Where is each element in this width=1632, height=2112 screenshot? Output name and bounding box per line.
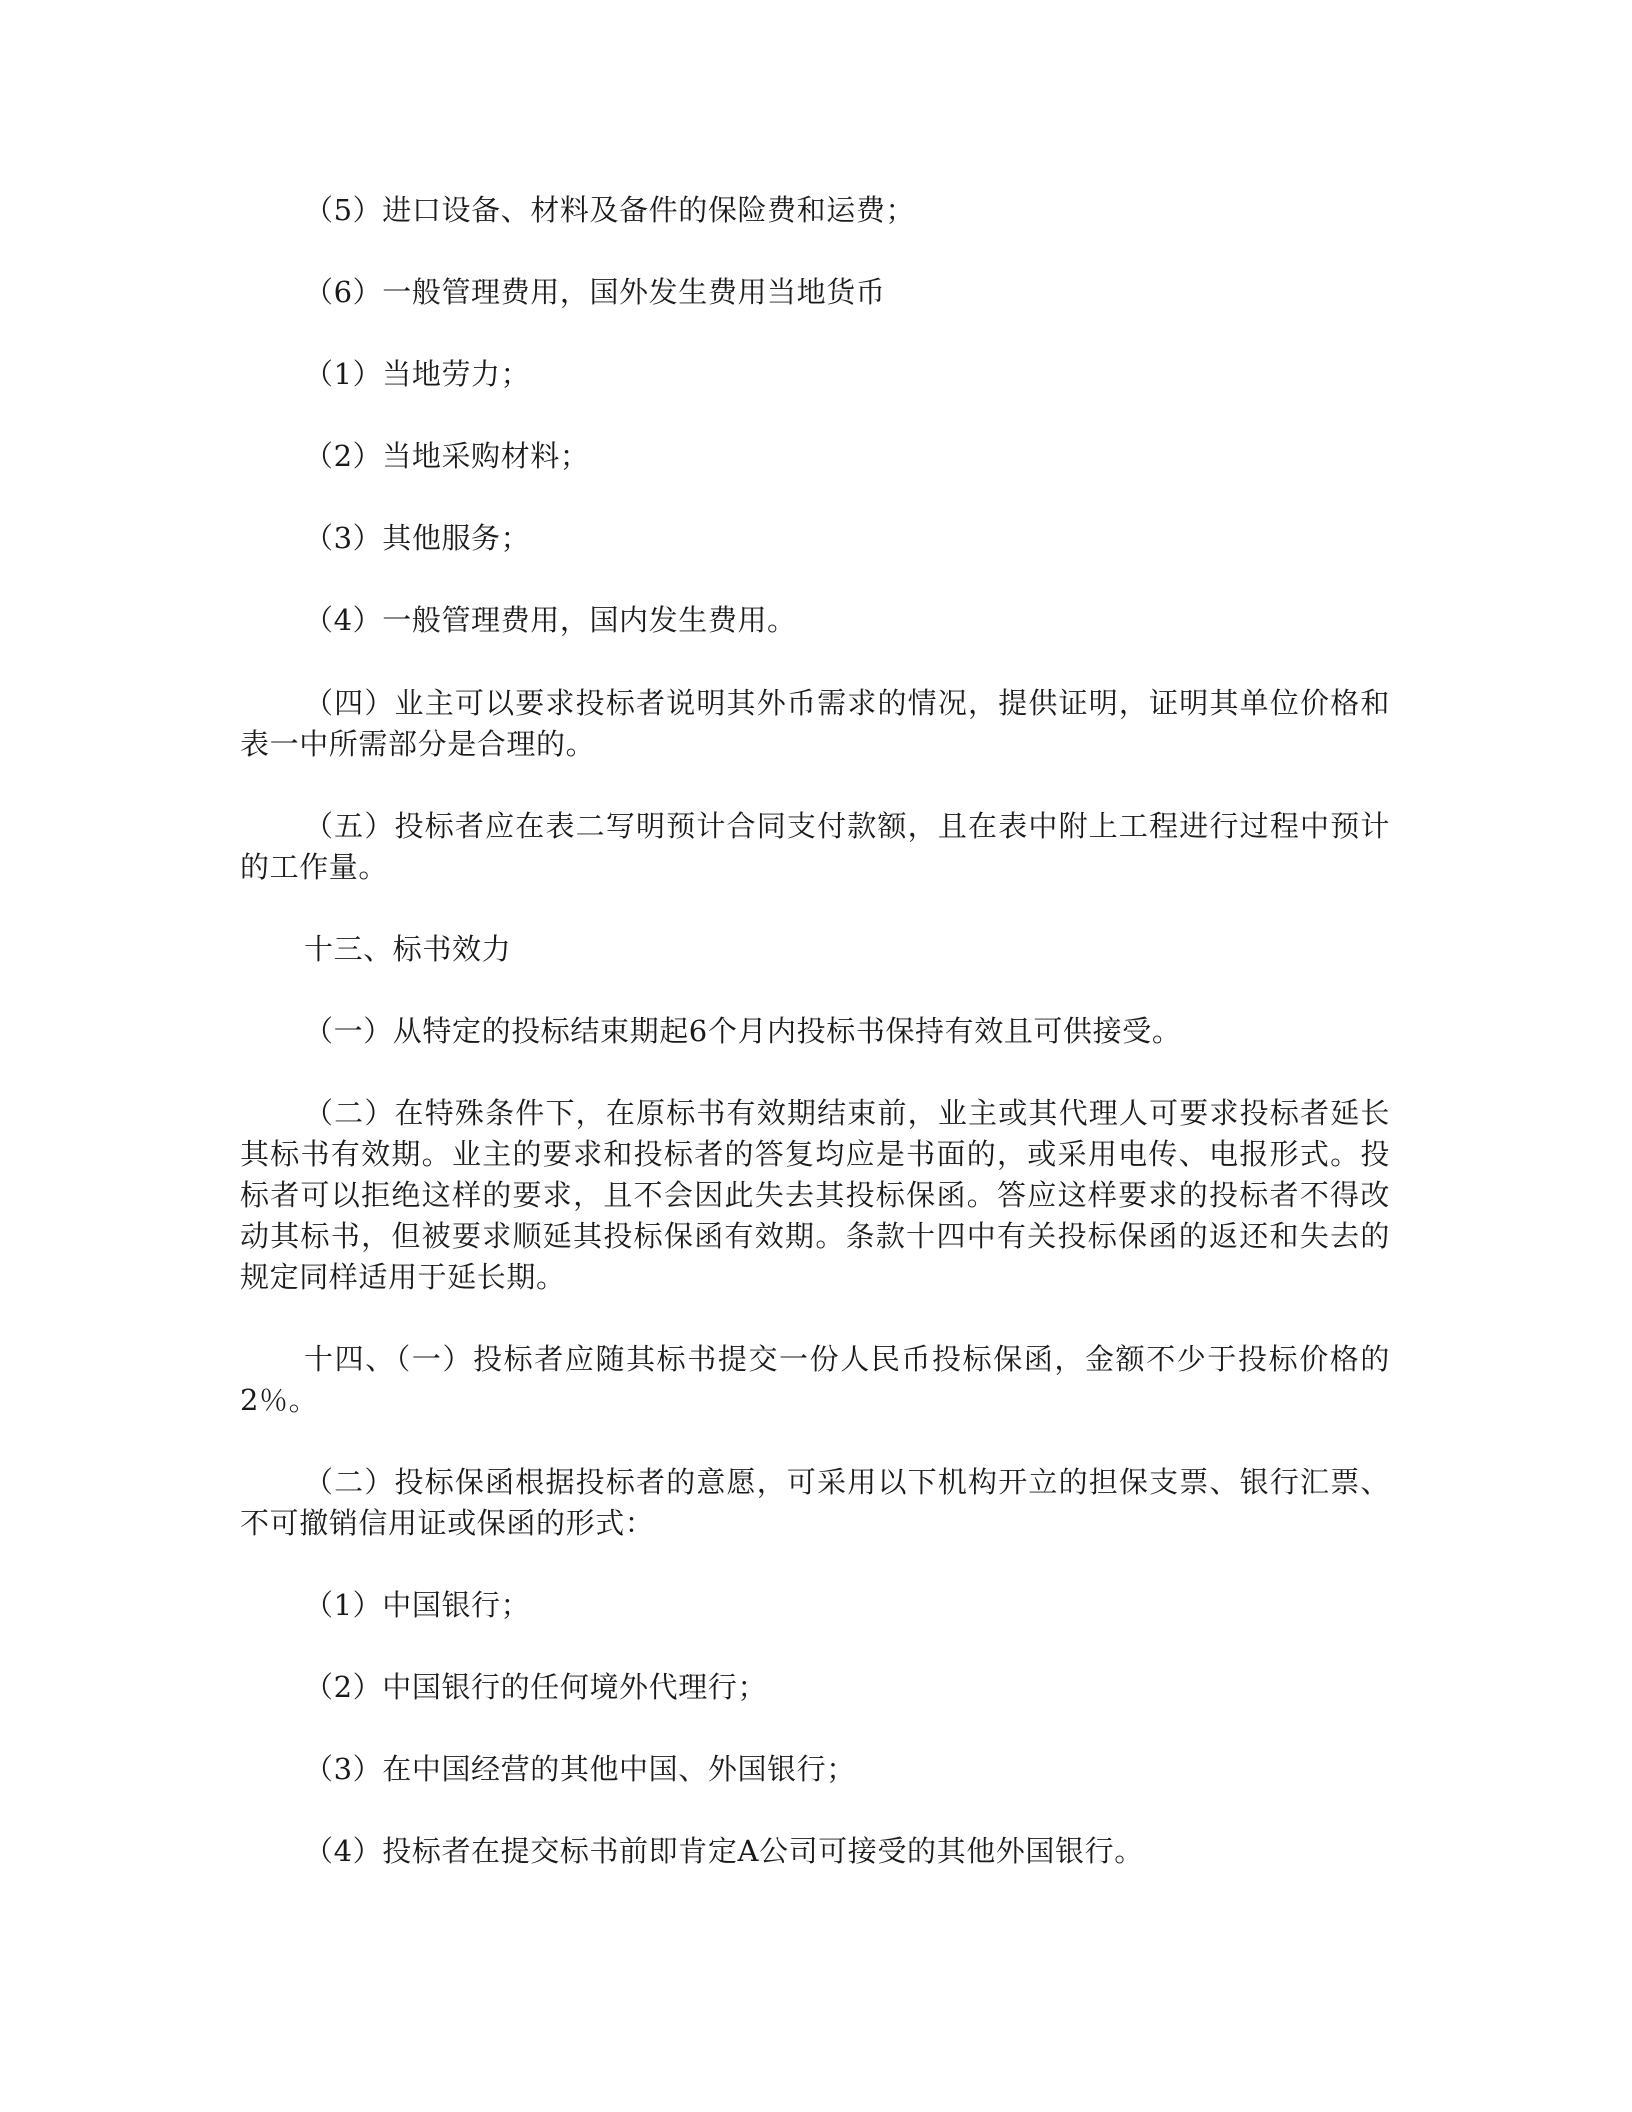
paragraph-section-4-foreign-currency: （四）业主可以要求投标者说明其外币需求的情况，提供证明，证明其单位价格和表一中所需部分是合理的。 bbox=[240, 686, 1390, 761]
paragraph-bank-3-other-banks-in-china: （3）在中国经营的其他中国、外国银行； bbox=[304, 1752, 856, 1786]
paragraph-item-4-domestic-management: （4）一般管理费用，国内发生费用。 bbox=[304, 603, 797, 637]
paragraph-section-5-payment-estimate: （五）投标者应在表二写明预计合同支付款额，且在表中附上工程进行过程中预计的工作量。 bbox=[240, 809, 1390, 884]
paragraph-item-1-local-labor: （1）当地劳力； bbox=[304, 357, 531, 391]
paragraph-bank-1-bank-of-china: （1）中国银行； bbox=[304, 1588, 531, 1622]
paragraph-section-14-bid-guarantee: 十四、（一）投标者应随其标书提交一份人民币投标保函，金额不少于投标价格的2％。 bbox=[240, 1342, 1390, 1417]
paragraph-bank-4-other-foreign-banks: （4）投标者在提交标书前即肯定A公司可接受的其他外国银行。 bbox=[304, 1834, 1144, 1868]
paragraph-item-5-insurance: （5）进口设备、材料及备件的保险费和运费； bbox=[304, 193, 916, 227]
paragraph-item-2-local-materials: （2）当地采购材料； bbox=[304, 439, 590, 473]
paragraph-validity-2-extension: （二）在特殊条件下，在原标书有效期结束前，业主或其代理人可要求投标者延长其标书有效期。业主的要求和投标者的答复均应是书面的，或采用电传、电报形式。投标者可以拒绝这样的要求，且不会因此失去其投标保函。答应这样要求的投标者不得改动其标书，但被要求顺延其投标保函有效期。条款十四中有关投标保函的返还和失去的规定同样适用于延长期。 bbox=[240, 1096, 1390, 1294]
paragraph-item-6-general-management: （6）一般管理费用，国外发生费用当地货币 bbox=[304, 275, 886, 309]
paragraph-bank-2-overseas-correspondent: （2）中国银行的任何境外代理行； bbox=[304, 1670, 768, 1704]
paragraph-item-3-other-services: （3）其他服务； bbox=[304, 521, 531, 555]
section-heading-13-bid-validity: 十三、标书效力 bbox=[304, 932, 512, 966]
paragraph-guarantee-2-forms: （二）投标保函根据投标者的意愿，可采用以下机构开立的担保支票、银行汇票、不可撤销信用证或保函的形式： bbox=[240, 1465, 1390, 1540]
paragraph-validity-1-six-months: （一）从特定的投标结束期起6个月内投标书保持有效且可供接受。 bbox=[304, 1014, 1182, 1048]
